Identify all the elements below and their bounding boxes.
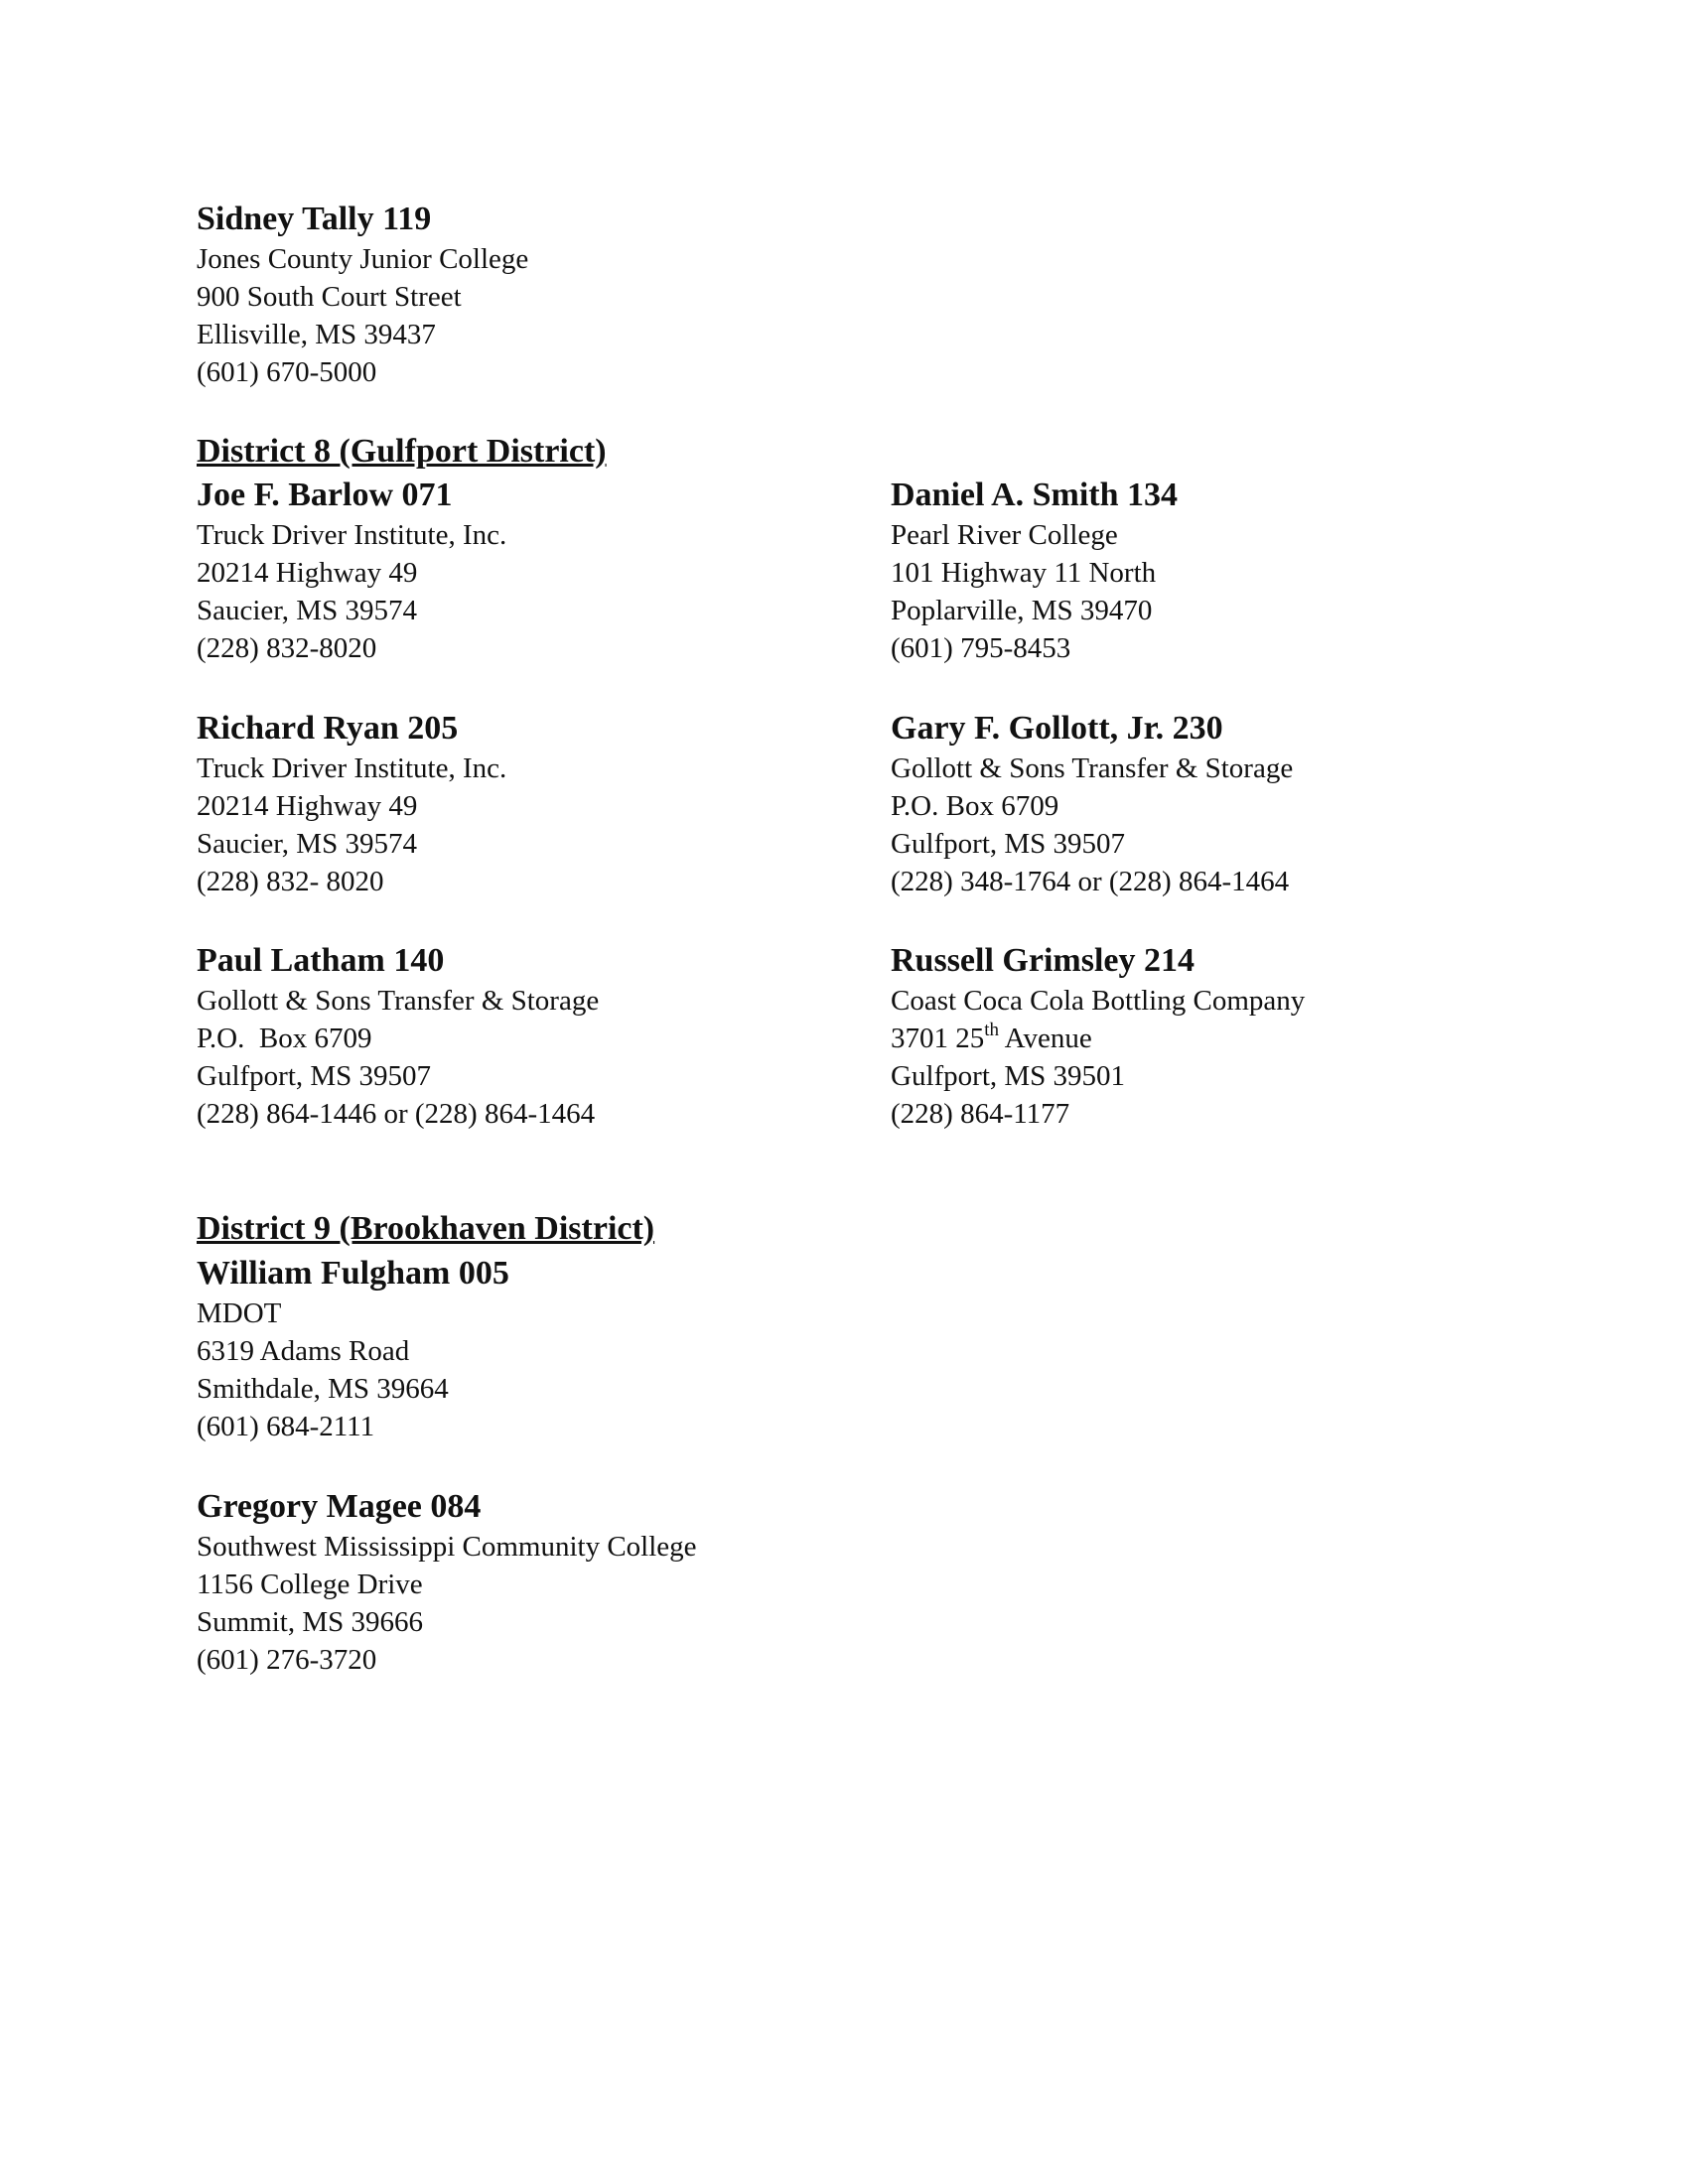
contact-street: 1156 College Drive xyxy=(197,1569,423,1600)
contact-street: P.O. Box 6709 xyxy=(197,1023,372,1054)
contact-entry-william-fulgham xyxy=(197,1253,812,1445)
contact-city: Summit, MS 39666 xyxy=(197,1606,424,1638)
contact-name: Gary F. Gollott, Jr. 230 xyxy=(891,710,1223,747)
contact-organization: Pearl River College xyxy=(891,519,1118,551)
contact-name: Paul Latham 140 xyxy=(197,942,445,979)
contact-entry-sidney-tally xyxy=(197,199,812,391)
contact-name: Russell Grimsley 214 xyxy=(891,942,1195,979)
contact-street: 900 South Court Street xyxy=(197,281,462,313)
contact-entry-gary-gollott xyxy=(891,708,1506,900)
contact-street: 6319 Adams Road xyxy=(197,1335,410,1367)
street-number: 3701 25 xyxy=(891,1023,985,1054)
contact-city: Smithdale, MS 39664 xyxy=(197,1373,449,1405)
contact-city: Gulfport, MS 39507 xyxy=(891,828,1126,860)
contact-organization: Coast Coca Cola Bottling Company xyxy=(891,985,1306,1017)
contact-name: Sidney Tally 119 xyxy=(197,201,432,237)
contact-name: Richard Ryan 205 xyxy=(197,710,459,747)
contact-entry-paul-latham xyxy=(197,940,812,1133)
contact-city: Gulfport, MS 39507 xyxy=(197,1060,432,1092)
contact-street: 20214 Highway 49 xyxy=(197,557,418,589)
contact-city: Gulfport, MS 39501 xyxy=(891,1060,1126,1092)
contact-entry-daniel-smith xyxy=(891,475,1506,667)
contact-phone: (228) 864-1177 xyxy=(891,1098,1070,1130)
contact-phone: (228) 832-8020 xyxy=(197,632,377,664)
street-name: Avenue xyxy=(999,1023,1092,1054)
contact-phone: (601) 684-2111 xyxy=(197,1411,375,1442)
contact-name: Joe F. Barlow 071 xyxy=(197,477,453,513)
contact-entry-russell-grimsley xyxy=(891,940,1506,1133)
contact-name: William Fulgham 005 xyxy=(197,1255,509,1292)
contact-phone: (228) 832- 8020 xyxy=(197,866,384,897)
contact-street: 101 Highway 11 North xyxy=(891,557,1157,589)
contact-organization: Gollott & Sons Transfer & Storage xyxy=(197,985,600,1017)
district-9-heading: District 9 (Brookhaven District) xyxy=(197,1210,655,1247)
contact-phone: (601) 795-8453 xyxy=(891,632,1071,664)
contact-organization: Southwest Mississippi Community College xyxy=(197,1531,697,1563)
ordinal-suffix: th xyxy=(984,1020,1000,1040)
contact-phone: (601) 670-5000 xyxy=(197,356,377,388)
contact-street xyxy=(891,1020,1506,1057)
contact-organization: Gollott & Sons Transfer & Storage xyxy=(891,752,1294,784)
contact-city: Poplarville, MS 39470 xyxy=(891,595,1153,626)
contact-organization: MDOT xyxy=(197,1297,282,1329)
contact-name: Gregory Magee 084 xyxy=(197,1488,482,1525)
contact-entry-richard-ryan xyxy=(197,708,812,900)
contact-city: Saucier, MS 39574 xyxy=(197,595,417,626)
contact-phone: (601) 276-3720 xyxy=(197,1644,377,1676)
contact-city: Saucier, MS 39574 xyxy=(197,828,417,860)
contact-entry-joe-barlow xyxy=(197,475,812,667)
contact-organization: Jones County Junior College xyxy=(197,243,529,275)
contact-organization: Truck Driver Institute, Inc. xyxy=(197,752,507,784)
contact-street: P.O. Box 6709 xyxy=(891,790,1059,822)
contact-street: 20214 Highway 49 xyxy=(197,790,418,822)
contact-city: Ellisville, MS 39437 xyxy=(197,319,436,350)
district-8-heading: District 8 (Gulfport District) xyxy=(197,433,607,470)
contact-phone: (228) 864-1446 or (228) 864-1464 xyxy=(197,1098,596,1130)
contact-name: Daniel A. Smith 134 xyxy=(891,477,1179,513)
contact-organization: Truck Driver Institute, Inc. xyxy=(197,519,507,551)
contact-entry-gregory-magee xyxy=(197,1486,812,1679)
contact-phone: (228) 348-1764 or (228) 864-1464 xyxy=(891,866,1290,897)
